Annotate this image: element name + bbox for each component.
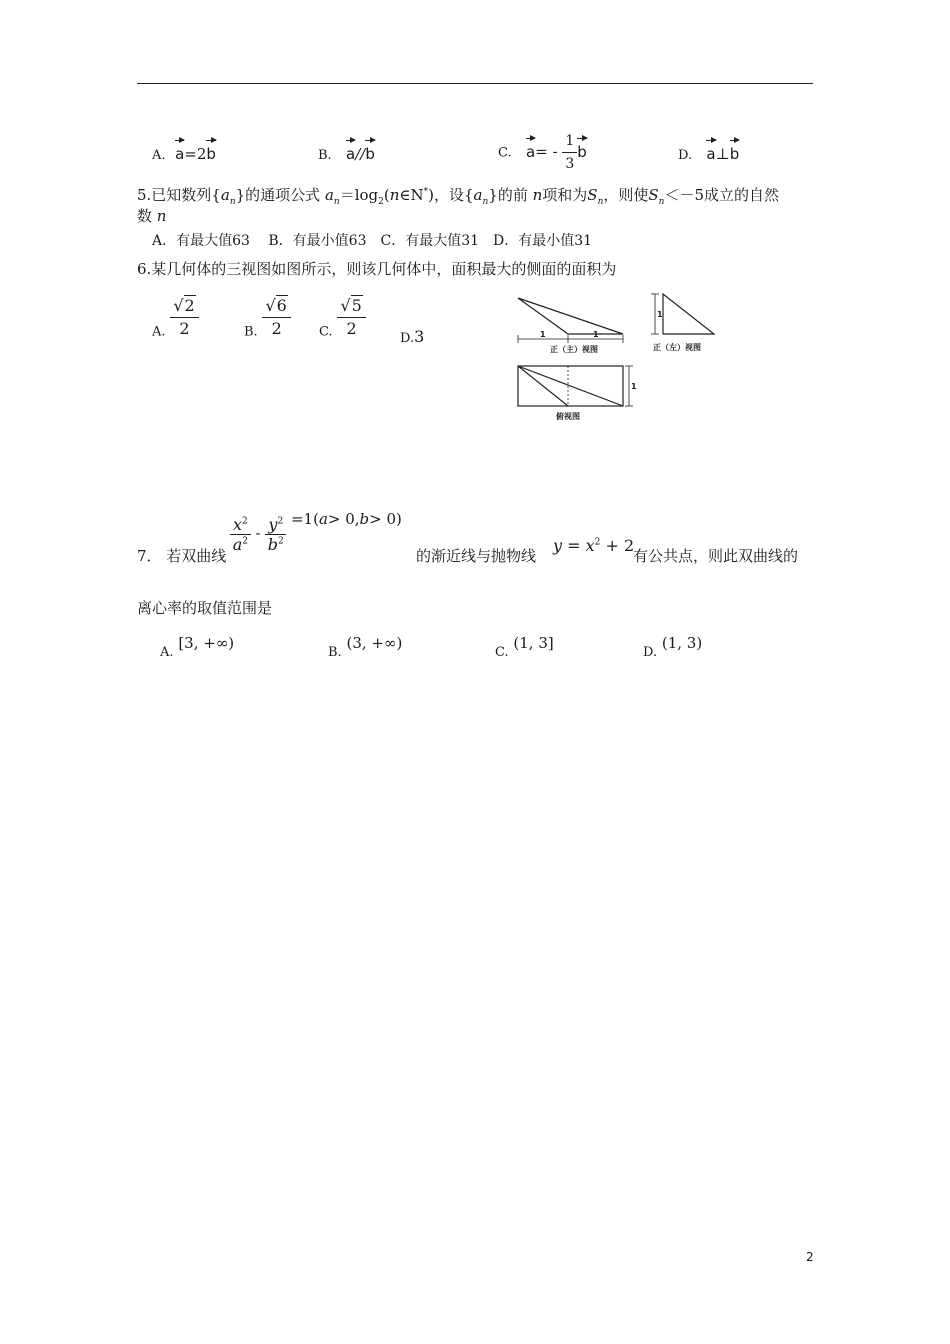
- side-view-caption: 正（左）视图: [653, 343, 701, 352]
- top-dim-label: 1: [631, 382, 637, 391]
- q5-stem-line1: 5.已知数列$\{a_n\}$的通项公式 $a_n=\log_2(n\in N^*)$，设$\{a_n\}$的前 n项和为$S_n$，则使$S_n<-5$成立的自然: [137, 186, 780, 207]
- q4-option-c: C. a= - $\frac{1}{3}$ b: [498, 130, 587, 175]
- q7-suffix: 有公共点，则此双曲线的: [633, 547, 799, 565]
- front-view-caption: 正（主）视图: [550, 345, 598, 354]
- front-dim-label: 1: [593, 330, 599, 339]
- q6-stem: 6.某几何体的三视图如图所示，则该几何体中，面积最大的侧面的面积为: [137, 260, 617, 278]
- q6-option-c: C. $\frac{√5}{2}$: [319, 295, 366, 344]
- q7-mid: 的渐近线与抛物线: [416, 547, 537, 565]
- q5-stem-line2: 数 n: [137, 207, 167, 225]
- three-view-figure: [510, 290, 725, 425]
- q7-option-d: D. (1, 3): [643, 634, 703, 660]
- q4-option-d: D. a⊥b: [678, 136, 739, 167]
- q7-prefix: 7． 若双曲线: [137, 547, 227, 565]
- vector-a: a: [175, 136, 184, 165]
- q6-option-a: A. $\frac{√2}{2}$: [152, 295, 199, 344]
- vector-b: b: [577, 134, 587, 163]
- q7-hyperbola-equation: $\frac{x^2}{a^2}$ - $\frac{y^2}{b^2}$ =1(a> 0,b> 0): [230, 510, 402, 554]
- side-view: [663, 294, 714, 334]
- vector-a: a: [706, 136, 715, 165]
- q7-option-c: C. (1, 3]: [495, 634, 554, 660]
- header-rule: [137, 83, 813, 84]
- front-view: [518, 298, 623, 334]
- page-number: 2: [806, 1250, 814, 1264]
- q7-stem-line2: 离心率的取值范围是: [137, 599, 273, 617]
- side-dim-label: 1: [657, 310, 663, 319]
- front-dim-label: 1: [540, 330, 546, 339]
- q7-option-b: B. (3, +∞): [328, 634, 403, 660]
- top-view-caption: 俯视图: [556, 412, 580, 421]
- q7-parabola-equation: $y = x^2 + 2$: [553, 536, 635, 555]
- vector-b: b: [206, 136, 216, 165]
- front-view-dimension: [518, 335, 623, 343]
- vector-a: a: [346, 136, 355, 165]
- q7-option-a: A. [3, +∞): [160, 634, 235, 660]
- vector-b: b: [365, 136, 375, 165]
- vector-a: a: [526, 134, 535, 163]
- top-view: [518, 366, 623, 406]
- vector-b: b: [730, 136, 740, 165]
- q6-option-d: D.3: [400, 327, 425, 346]
- q6-option-b: B. $\frac{√6}{2}$: [244, 295, 291, 344]
- q5-options: A．有最大值63 B．有最小值63 C．有最大值31 D．有最小值31: [152, 233, 593, 249]
- q4-option-b: B. a//b: [318, 136, 375, 167]
- q4-option-a: A. a=2b: [152, 136, 216, 167]
